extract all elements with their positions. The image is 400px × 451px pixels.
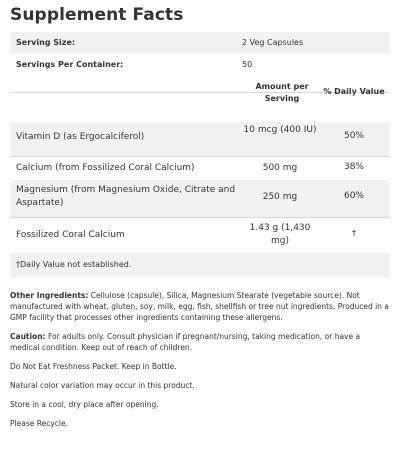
label-notes [10,290,390,437]
amount-header: Amount per Serving [255,82,309,103]
ingredient-name: Calcium (from Fossilized Coral Calcium) [16,163,195,173]
column-header-row [10,82,390,122]
note-color: Natural color variation may occur in this product. [10,381,195,390]
ingredient-amount: 1.43 g (1,430 mg) [249,223,311,246]
ingredient-name: Vitamin D (as Ergocalciferol) [16,132,145,142]
serving-size-label: Serving Size: [16,38,76,47]
footnote-row [10,253,390,277]
other-ingredients-text: Cellulose (capsule), Silica, Magnesium Stearate (vegetable source). Not manufactured with wheat, gluten, soy, milk, egg, fish, shellfish or tree nut ingredients. Produced in a GMP facility that processes other ingredients containing these allergens. [10,291,389,322]
caution-label: Caution: [10,332,46,341]
ingredient-row [10,122,390,156]
ingredient-row [10,156,390,180]
ingredient-row [10,180,390,217]
servings-label: Servings Per Container: [16,60,124,69]
other-ingredients [10,290,390,323]
daily-value-header: % Daily Value [323,87,385,96]
serving-size-row [10,32,390,54]
page-title: Supplement Facts [10,5,184,25]
facts-table [10,32,390,277]
footnote: †Daily Value not established. [16,260,132,269]
caution [10,331,390,353]
servings-value: 50 [242,60,253,69]
ingredient-dv: † [351,229,357,239]
caution-text: For adults only. Consult physician if pregnant/nursing, taking medication, or have a medical condition. Keep out of reach of children. [10,332,361,352]
ingredient-row [10,217,390,253]
ingredient-dv: 50% [343,131,364,141]
ingredient-amount: 10 mcg (400 IU) [243,125,317,135]
ingredient-amount: 500 mg [262,163,298,173]
other-ingredients-label: Other Ingredients: [10,291,89,300]
note-storage: Store in a cool, dry place after opening. [10,400,159,409]
serving-size-value: 2 Veg Capsules [242,38,304,47]
ingredient-amount: 250 mg [262,192,298,202]
note-freshness: Do Not Eat Freshness Packet. Keep in Bottle. [10,362,177,371]
servings-row [10,54,390,76]
ingredient-dv: 38% [343,162,364,172]
ingredient-name: Fossilized Coral Calcium [16,230,125,240]
ingredient-name: Magnesium (from Magnesium Oxide, Citrate and Aspartate) [16,185,236,208]
ingredient-dv: 60% [343,191,364,201]
note-recycle: Please Recycle. [10,419,68,428]
